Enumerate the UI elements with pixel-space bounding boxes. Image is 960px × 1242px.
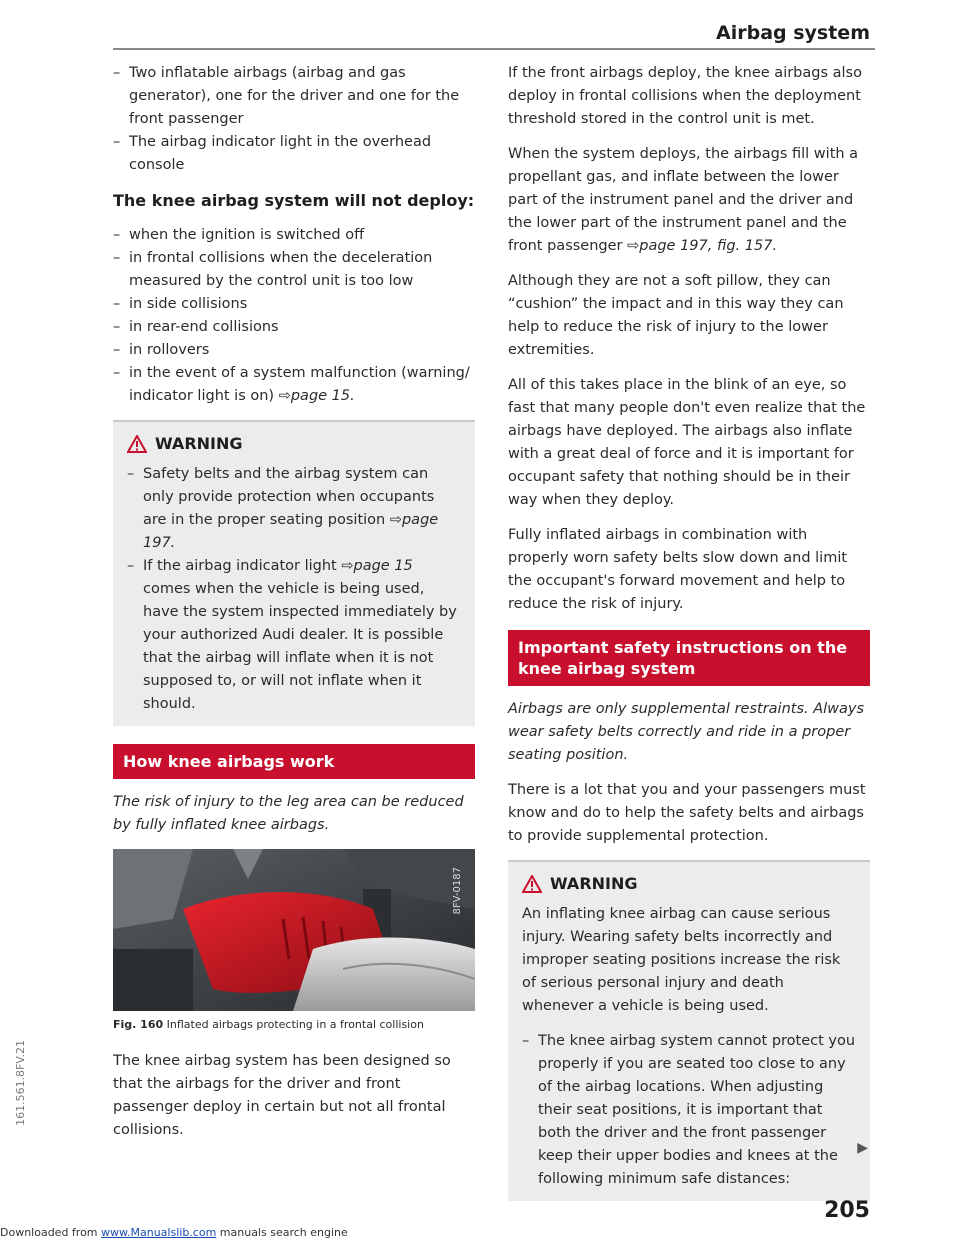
page-reference-link[interactable]: ⇨page 197.: [143, 512, 439, 551]
paragraph: There is a lot that you and your passengers must know and do to help the safety belts and airbags to provide supplemental protection.: [508, 782, 866, 844]
footer-suffix: manuals search engine: [219, 1226, 348, 1239]
not-deploy-list: [113, 224, 475, 408]
list-item-text: in the event of a system malfunction (warning/ indicator light is on): [129, 365, 470, 404]
not-deploy-heading: The knee airbag system will not deploy:: [113, 191, 475, 210]
list-item-text: If the airbag indicator light: [143, 558, 337, 574]
paragraph: The knee airbag system has been designed so that the airbags for the driver and front passenger deploy in certain but not all frontal collisions.: [113, 1053, 451, 1138]
figure-number: Fig. 160: [113, 1018, 164, 1031]
list-item: – in frontal collisions when the deceleration measured by the control unit is too low: [113, 247, 475, 293]
list-item-text: Safety belts and the airbag system can only provide protection when occupants are in the proper seating position: [143, 466, 435, 528]
figure-id-label: 8FV-0187: [452, 867, 463, 915]
footer-prefix: Downloaded from: [0, 1226, 98, 1239]
list-item: – when the ignition is switched off: [113, 224, 475, 247]
warning-list: [127, 463, 461, 716]
list-item: [127, 555, 461, 716]
page-number: 205: [824, 1198, 870, 1223]
warning-text: An inflating knee airbag can cause serious injury. Wearing safety belts incorrectly and improper seating positions increase the risk of serious personal injury and death whenever a vehicle is being used.: [522, 906, 841, 1014]
warning-triangle-icon: [127, 435, 147, 453]
figure-caption-text: Inflated airbags protecting in a frontal collision: [166, 1018, 424, 1031]
right-column: [508, 62, 870, 1219]
continue-arrow-icon: ▶: [857, 1140, 868, 1156]
list-item: [127, 463, 461, 555]
page-reference-link[interactable]: ⇨page 15: [341, 558, 413, 574]
warning-title: WARNING: [550, 874, 638, 893]
paragraph-text: When the system deploys, the airbags fill with a propellant gas, and inflate between the lower part of the instrument panel and the driver and the lower part of the instrument panel and the front passenger: [508, 146, 859, 254]
paragraph: [508, 143, 870, 258]
warning-box: [113, 420, 475, 726]
warning-header: [522, 872, 856, 895]
section-title-bar: Important safety instructions on the knee airbag system: [508, 630, 870, 686]
list-item: – The knee airbag system cannot protect you properly if you are seated too close to any of the airbag locations. When adjusting their seat positions, it is important that both the driver and the front passenger keep their upper bodies and knees at the following minimum safe distances:: [522, 1030, 856, 1191]
list-item: – Two inflatable airbags (airbag and gas generator), one for the driver and one for the front passenger: [113, 62, 475, 131]
page-reference-link[interactable]: ⇨page 15.: [278, 388, 355, 404]
page-header-title: Airbag system: [716, 22, 870, 44]
section-lead: Airbags are only supplemental restraints. Always wear safety belts correctly and ride in a proper seating position.: [508, 701, 865, 763]
figure-knee-airbag: [113, 849, 475, 1011]
warning-title: WARNING: [155, 434, 243, 453]
figure-caption: [113, 1017, 475, 1032]
paragraph: Although they are not a soft pillow, they can “cushion” the impact and in this way they can help to reduce the risk of injury to the lower extremities.: [508, 273, 844, 358]
list-item: – in rear-end collisions: [113, 316, 475, 339]
warning-header: [127, 432, 461, 455]
manualslib-link[interactable]: www.Manualslib.com: [101, 1226, 217, 1239]
warning-triangle-icon: [522, 875, 542, 893]
warning-box: [508, 860, 870, 1201]
page-reference-link[interactable]: ⇨page 197, fig. 157.: [627, 238, 778, 254]
section-title-bar: How knee airbags work: [113, 744, 475, 779]
left-column: [113, 62, 475, 1154]
paragraph: All of this takes place in the blink of an eye, so fast that many people don't even realize that the airbags have deployed. The airbags also inflate with a great deal of force and it is important for occupant safety that nothing should be in their way when they deploy.: [508, 377, 866, 508]
list-item: [113, 362, 475, 408]
download-footer: [0, 1226, 348, 1239]
paragraph: If the front airbags deploy, the knee airbags also deploy in frontal collisions when the deployment threshold stored in the control unit is met.: [508, 65, 862, 127]
paragraph: Fully inflated airbags in combination with properly worn safety belts slow down and limit the occupant's forward movement and help to reduce the risk of injury.: [508, 527, 848, 612]
list-item: – in rollovers: [113, 339, 475, 362]
side-document-code: 161.561.8FV.21: [14, 1040, 27, 1126]
components-list: [113, 62, 475, 177]
warning-list: [522, 1030, 856, 1191]
list-item: – in side collisions: [113, 293, 475, 316]
header-rule: [113, 48, 875, 50]
knee-airbag-illustration: [113, 849, 475, 1011]
list-item-text: comes when the vehicle is being used, have the system inspected immediately by your authorized Audi dealer. It is possible that the airbag will inflate when it is not supposed to, or will not inflate when it should.: [143, 581, 457, 712]
list-item: – The airbag indicator light in the overhead console: [113, 131, 475, 177]
section-lead: The risk of injury to the leg area can be reduced by fully inflated knee airbags.: [113, 794, 464, 833]
